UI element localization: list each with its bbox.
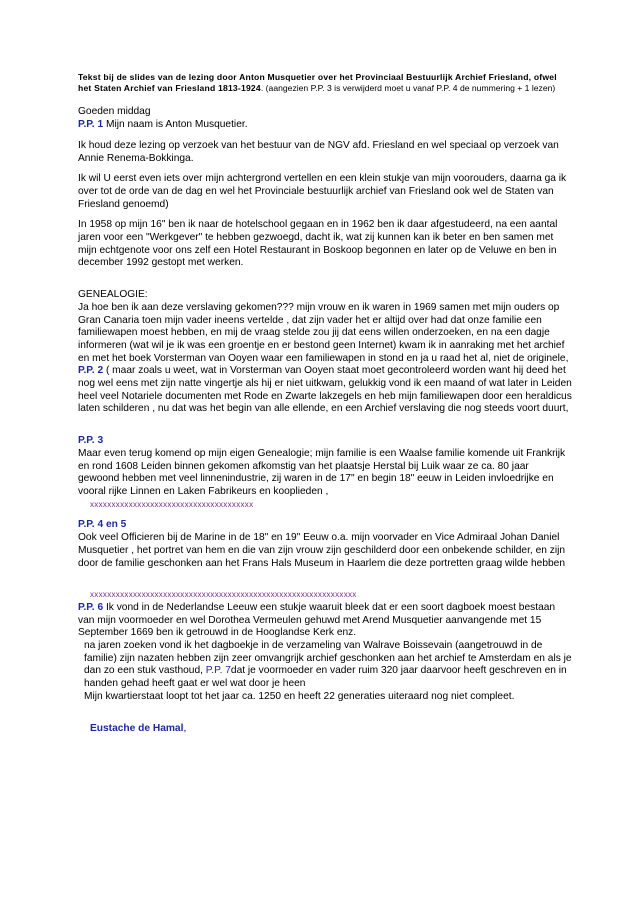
closing-name: Eustache de Hamal bbox=[90, 722, 184, 734]
pp7-label: P.P. 7 bbox=[205, 665, 231, 677]
pp45-text: Ook veel Officieren bij de Marine in de 18" en 19" Eeuw o.a. mijn voorvader en Vice Admiraal Johan Daniel Musquetier , het portret van hem en die van zijn vrouw zijn geschilderd door een onbekende schilder, en zijn door de familie geschonken aan het Frans Hals Museum in Haarlem die deze portretten graag wilde hebben bbox=[78, 532, 566, 569]
pp3-label: P.P. 3 bbox=[78, 435, 104, 447]
pp2-paragraph bbox=[78, 365, 572, 416]
paragraph-career: In 1958 op mijn 16" ben ik naar de hotelschool gegaan en in 1962 ben ik daar afgestudeerd, na een aantal jaren voor een "Werkgever" te hebben gezwoegd, dacht ik, wat zij kunnen kan ik beter en ben samen met mijn echtgenote voor ons zelf een Hotel Restaurant in Boskoop begonnen en later op de Veluwe en ben in december 1992 gestopt met werken. bbox=[78, 219, 558, 269]
pp6-label: P.P. 6 bbox=[78, 601, 104, 613]
separator-xs-1: xxxxxxxxxxxxxxxxxxxxxxxxxxxxxxxxxxxxxx bbox=[90, 499, 254, 509]
greeting: Goeden middag bbox=[78, 106, 151, 118]
paragraph-request: Ik houd deze lezing op verzoek van het bestuur van de NGV afd. Friesland en wel speciaal op verzoek van Annie Renema-Bokkinga. bbox=[78, 139, 559, 164]
pp45-label: P.P. 4 en 5 bbox=[78, 519, 127, 531]
document-page bbox=[78, 72, 572, 735]
pp6-text: Ik vond in de Nederlandse Leeuw een stukje waaruit bleek dat er een soort dagboek moest bestaan van mijn voormoeder en wel Dorothea Vermeulen gehuwd met Arend Musquetier aanvangende met 15 September 1669 ben ik getrouwd in de Hooglandse Kerk enz. bbox=[78, 601, 556, 639]
pp2-label: P.P. 2 bbox=[78, 365, 104, 377]
closing-line bbox=[78, 723, 572, 736]
separator-xs-2: xxxxxxxxxxxxxxxxxxxxxxxxxxxxxxxxxxxxxxxxxxxxxxxxxxxxxxxxxxxxxx bbox=[90, 590, 357, 600]
header-note: . (aangezien P.P. 3 is verwijderd moet u vanaf P.P. 4 de nummering + 1 lezen) bbox=[260, 82, 556, 93]
pp6-paragraph bbox=[78, 602, 572, 640]
pp1-label: P.P. 1 bbox=[78, 119, 104, 131]
pp3-text: Maar even terug komend op mijn eigen Genealogie; mijn familie is een Waalse familie komende uit Frankrijk en rond 1608 Leiden binnen gekomen afkomstig van het plaatsje Herstal bij Luik waar ze ca. 80 jaar gewoond hebben met veel linnenindustrie, zij waren in de 17" en begin 18" eeuw in Leiden invloedrijke en vooral rijke Linnen en Laken Fabrikeurs en kooplieden , bbox=[78, 447, 566, 497]
pp1-line bbox=[78, 119, 572, 132]
pp6-kwartierstaat: Mijn kwartierstaat loopt tot het jaar ca. 1250 en heeft 22 generaties uiteraard nog niet compleet. bbox=[84, 690, 515, 702]
pp1-text: Mijn naam is Anton Musquetier. bbox=[103, 119, 248, 131]
pp6-text3: dat je voormoeder en vader ruim 320 jaar daarvoor heeft geschreven en in handen gehad heeft gaat er wel wat door je heen bbox=[84, 665, 567, 690]
document-header bbox=[78, 72, 572, 93]
genealogie-text: Ja hoe ben ik aan deze verslaving gekomen??? mijn vrouw en ik waren in 1969 samen met mijn ouders op Gran Canaria toen mijn vader ineens vertelde , dat zijn vader het er altijd over had dat onze familie een familiewapen moest hebben, en mij de vraag stelde zou jij dat eens willen onderzoeken, en na een dagje informeren (wat wil je ik was een groentje en er bestond geen Internet) kwam ik in aanraking met het archief en met het boek Vorsterman van Ooyen waar een familiewapen in stond en ja u raad het al, niet de originele, bbox=[78, 301, 569, 364]
paragraph-background: Ik wil U eerst even iets over mijn achtergrond vertellen en een klein stukje van mijn voorouders, daarna ga ik over tot de orde van de dag en wel het Provinciale bestuurlijk archief van Friesland ook wel de Staten van Friesland genoemd) bbox=[78, 173, 567, 210]
pp6-text-continued bbox=[78, 640, 572, 691]
pp6-text2: na jaren zoeken vond ik het dagboekje in de verzameling van Walrave Boissevain (aangetrouwd in de familie) zijn nazaten hebben zijn zeer omvangrijk archief geschonken aan het archief te Amsterdam en als je dan zo een stuk vasthoud, bbox=[84, 640, 572, 677]
header-title: Tekst bij de slides van de lezing door Anton Musquetier over het Provinciaal Bestuurlijk Archief Friesland, ofwel het Staten Archief van Friesland 1813-1924 bbox=[78, 72, 557, 93]
genealogie-heading: GENEALOGIE: bbox=[78, 289, 148, 301]
pp2-text: ( maar zoals u weet, wat in Vorsterman van Ooyen staat moet gecontroleerd worden want hij deed het nog wel eens met zijn natte vingertje als hij er niet uitkwam, gelukkig vond ik een maand of wat later in Leiden heel veel Notariele documenten met Rode en Zwarte lakzegels en heb mijn familiewapen door een heraldicus laten schilderen , nu dat was het begin van alle ellende, en een Archief verslaving die nog steeds voort duurt, bbox=[78, 365, 572, 415]
closing-tail: , bbox=[183, 722, 187, 734]
